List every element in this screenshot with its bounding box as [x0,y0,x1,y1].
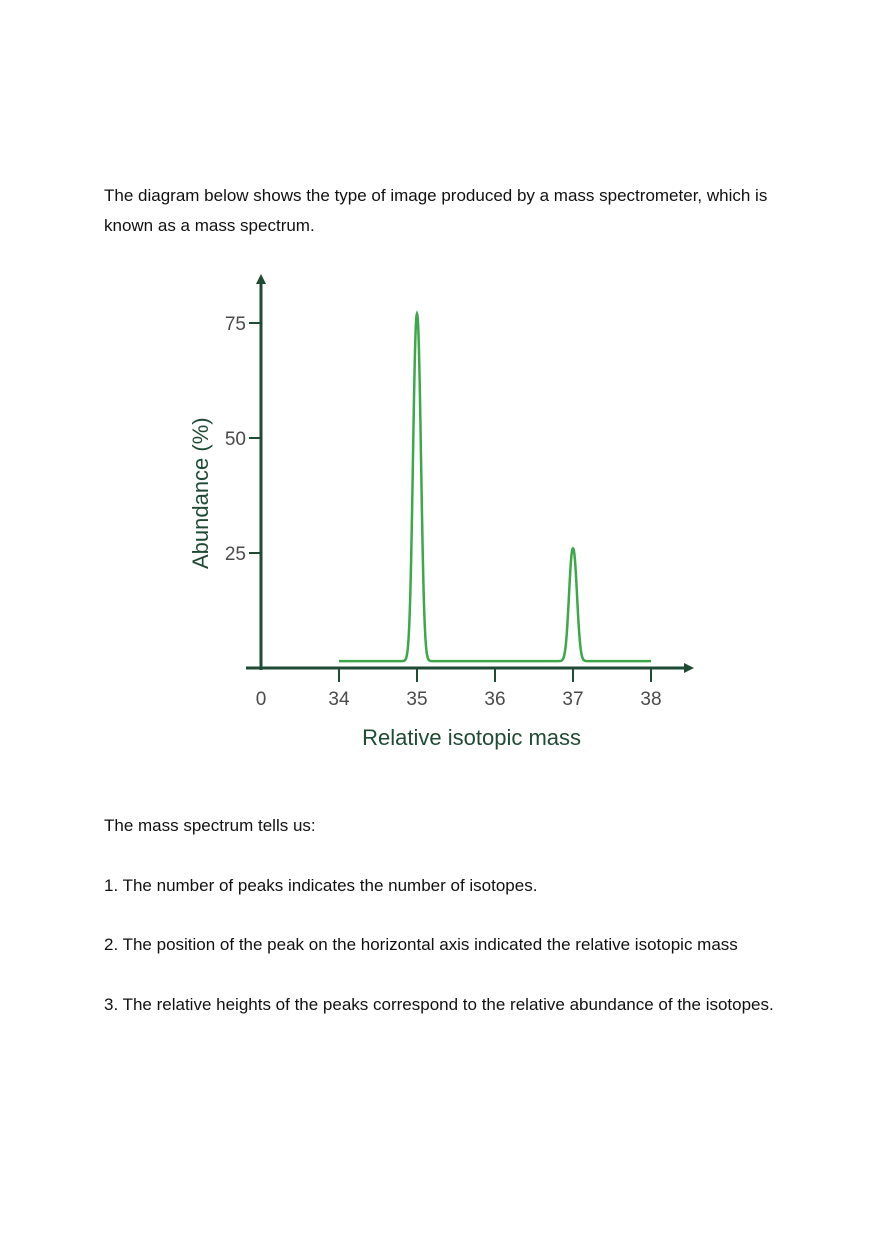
x-tick-label: 36 [484,689,506,710]
point-3: 3. The relative heights of the peaks correspond to the relative abundance of the isotopes. [104,995,774,1014]
x-tick-label: 0 [255,689,267,710]
chart-ticks [249,323,651,682]
summary-lead: The mass spectrum tells us: [104,816,316,835]
point-2: 2. The position of the peak on the horizontal axis indicated the relative isotopic mass [104,935,738,954]
chart-labels [188,314,662,750]
y-tick-label: 25 [224,544,246,565]
mass-spectrum-chart [160,262,720,762]
x-axis-title: Relative isotopic mass [362,725,582,750]
spectrum-trace [339,314,651,661]
x-axis-arrow [684,663,694,673]
x-tick-label: 35 [406,689,428,710]
chart-axes [246,274,694,673]
point-1: 1. The number of peaks indicates the number of isotopes. [104,876,538,895]
x-tick-label: 37 [562,689,584,710]
y-axis-arrow [256,274,266,284]
y-axis-title: Abundance (%) [188,417,213,570]
x-tick-label: 38 [640,689,662,710]
y-tick-label: 75 [224,314,246,335]
x-tick-label: 34 [328,689,350,710]
intro-paragraph: The diagram below shows the type of image produced by a mass spectrometer, which is known as a mass spectrum. [104,186,768,235]
y-tick-label: 50 [224,429,246,450]
